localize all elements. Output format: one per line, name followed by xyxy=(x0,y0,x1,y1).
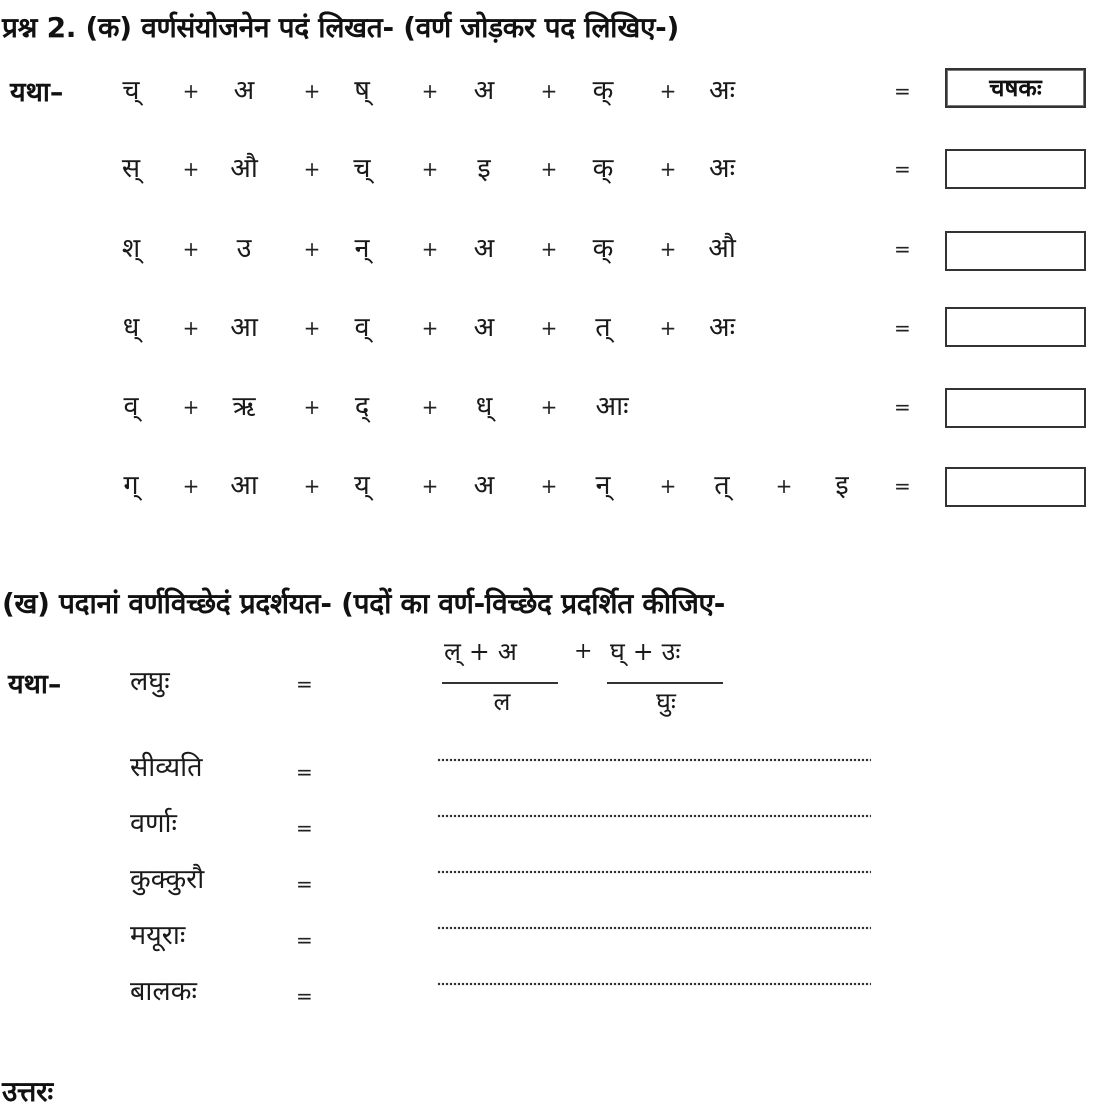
equals-sign: = xyxy=(296,760,313,784)
plus-sign: + xyxy=(659,474,677,498)
letter-token: व् xyxy=(123,391,139,422)
equals-sign: = xyxy=(894,157,911,181)
plus-sign: + xyxy=(303,395,321,419)
equals-sign: = xyxy=(894,395,911,419)
example-label: यथा– xyxy=(8,669,62,700)
split-word: सीव्यति xyxy=(130,752,203,783)
letter-token: इ xyxy=(835,470,849,501)
example-word: लघुः xyxy=(130,666,170,697)
letter-token: अः xyxy=(708,312,736,343)
plus-sign: + xyxy=(303,316,321,340)
plus-sign: + xyxy=(182,316,200,340)
letter-token: ध् xyxy=(122,312,140,343)
split-word: कुक्कुरौ xyxy=(130,864,205,895)
plus-sign: + xyxy=(421,316,439,340)
letter-token: आः xyxy=(595,391,629,422)
plus-sign: + xyxy=(659,237,677,261)
question-2a-heading: प्रश्न 2. (क) वर्णसंयोजनेन पदं लिखत- (वर्ण जोड़कर पद लिखिए-) xyxy=(2,11,679,44)
example-fraction-1-bottom: ल xyxy=(493,687,511,716)
letter-token: य् xyxy=(354,470,370,501)
letter-token: त् xyxy=(595,312,611,343)
letter-token: अ xyxy=(473,470,495,501)
plus-sign: + xyxy=(659,157,677,181)
letter-token: अः xyxy=(708,75,736,106)
letter-token: क् xyxy=(592,153,614,184)
letter-token: च् xyxy=(122,75,140,106)
answer-box[interactable] xyxy=(945,307,1086,347)
plus-sign: + xyxy=(540,474,558,498)
letter-token: अः xyxy=(708,153,736,184)
answer-label: उत्तरः xyxy=(2,1075,53,1108)
plus-sign: + xyxy=(659,316,677,340)
letter-token: इ xyxy=(477,153,491,184)
letter-token: त् xyxy=(714,470,730,501)
plus-sign: + xyxy=(182,157,200,181)
example-fraction-2-bottom: घुः xyxy=(656,687,676,716)
plus-sign: + xyxy=(421,79,439,103)
letter-token: ध् xyxy=(475,391,493,422)
equals-sign: = xyxy=(296,672,313,696)
split-word: मयूराः xyxy=(130,920,186,951)
letter-token: व् xyxy=(354,312,370,343)
equals-sign: = xyxy=(894,474,911,498)
letter-token: न् xyxy=(354,233,370,264)
equals-sign: = xyxy=(296,816,313,840)
plus-sign: + xyxy=(303,157,321,181)
dotted-answer-line[interactable] xyxy=(437,926,871,930)
plus-sign: + xyxy=(540,237,558,261)
plus-sign: + xyxy=(421,157,439,181)
equals-sign: = xyxy=(296,928,313,952)
dotted-answer-line[interactable] xyxy=(437,814,871,818)
letter-token: क् xyxy=(592,75,614,106)
plus-sign: + xyxy=(303,237,321,261)
equals-sign: = xyxy=(296,872,313,896)
fraction-line xyxy=(442,682,558,684)
example-fraction-1-top: ल् + अ xyxy=(444,637,517,666)
letter-token: न् xyxy=(595,470,611,501)
dotted-answer-line[interactable] xyxy=(437,758,871,762)
example-fraction-2-top: घ् + उः xyxy=(610,637,681,666)
letter-token: आ xyxy=(230,470,258,501)
plus-sign: + xyxy=(540,79,558,103)
plus-sign: + xyxy=(421,237,439,261)
letter-token: आ xyxy=(230,312,258,343)
equals-sign: = xyxy=(894,237,911,261)
fraction-line xyxy=(607,682,723,684)
plus-sign: + xyxy=(182,237,200,261)
letter-token: ग् xyxy=(123,470,139,501)
question-2b-heading: (ख) पदानां वर्णविच्छेदं प्रदर्शयत- (पदों का वर्ण-विच्छेद प्रदर्शित कीजिए- xyxy=(2,587,726,620)
example-label: यथा– xyxy=(10,77,64,108)
letter-token: अ xyxy=(473,75,495,106)
letter-token: श् xyxy=(121,233,141,264)
example-answer-box: चषकः xyxy=(945,68,1086,108)
letter-token: औ xyxy=(230,153,258,184)
plus-sign: + xyxy=(182,79,200,103)
letter-token: स् xyxy=(121,153,141,184)
dotted-answer-line[interactable] xyxy=(437,870,871,874)
answer-box[interactable] xyxy=(945,231,1086,271)
letter-token: अ xyxy=(233,75,255,106)
equals-sign: = xyxy=(296,984,313,1008)
letter-token: द् xyxy=(354,391,370,422)
plus-sign: + xyxy=(182,474,200,498)
plus-sign: + xyxy=(303,474,321,498)
plus-sign: + xyxy=(775,474,793,498)
join-plus: + xyxy=(574,639,593,664)
plus-sign: + xyxy=(540,157,558,181)
plus-sign: + xyxy=(421,474,439,498)
answer-box[interactable] xyxy=(945,467,1086,507)
equals-sign: = xyxy=(894,79,911,103)
letter-token: अ xyxy=(473,312,495,343)
plus-sign: + xyxy=(659,79,677,103)
letter-token: ऋ xyxy=(232,391,256,422)
equals-sign: = xyxy=(894,316,911,340)
letter-token: उ xyxy=(236,233,252,264)
plus-sign: + xyxy=(303,79,321,103)
answer-box[interactable] xyxy=(945,149,1086,189)
plus-sign: + xyxy=(540,395,558,419)
dotted-answer-line[interactable] xyxy=(437,982,871,986)
plus-sign: + xyxy=(182,395,200,419)
plus-sign: + xyxy=(540,316,558,340)
letter-token: ष् xyxy=(354,75,370,106)
plus-sign: + xyxy=(421,395,439,419)
letter-token: औ xyxy=(708,233,736,264)
split-word: वर्णाः xyxy=(130,808,177,839)
letter-token: अ xyxy=(473,233,495,264)
answer-box[interactable] xyxy=(945,388,1086,428)
letter-token: क् xyxy=(592,233,614,264)
split-word: बालकः xyxy=(130,976,197,1007)
letter-token: च् xyxy=(353,153,371,184)
